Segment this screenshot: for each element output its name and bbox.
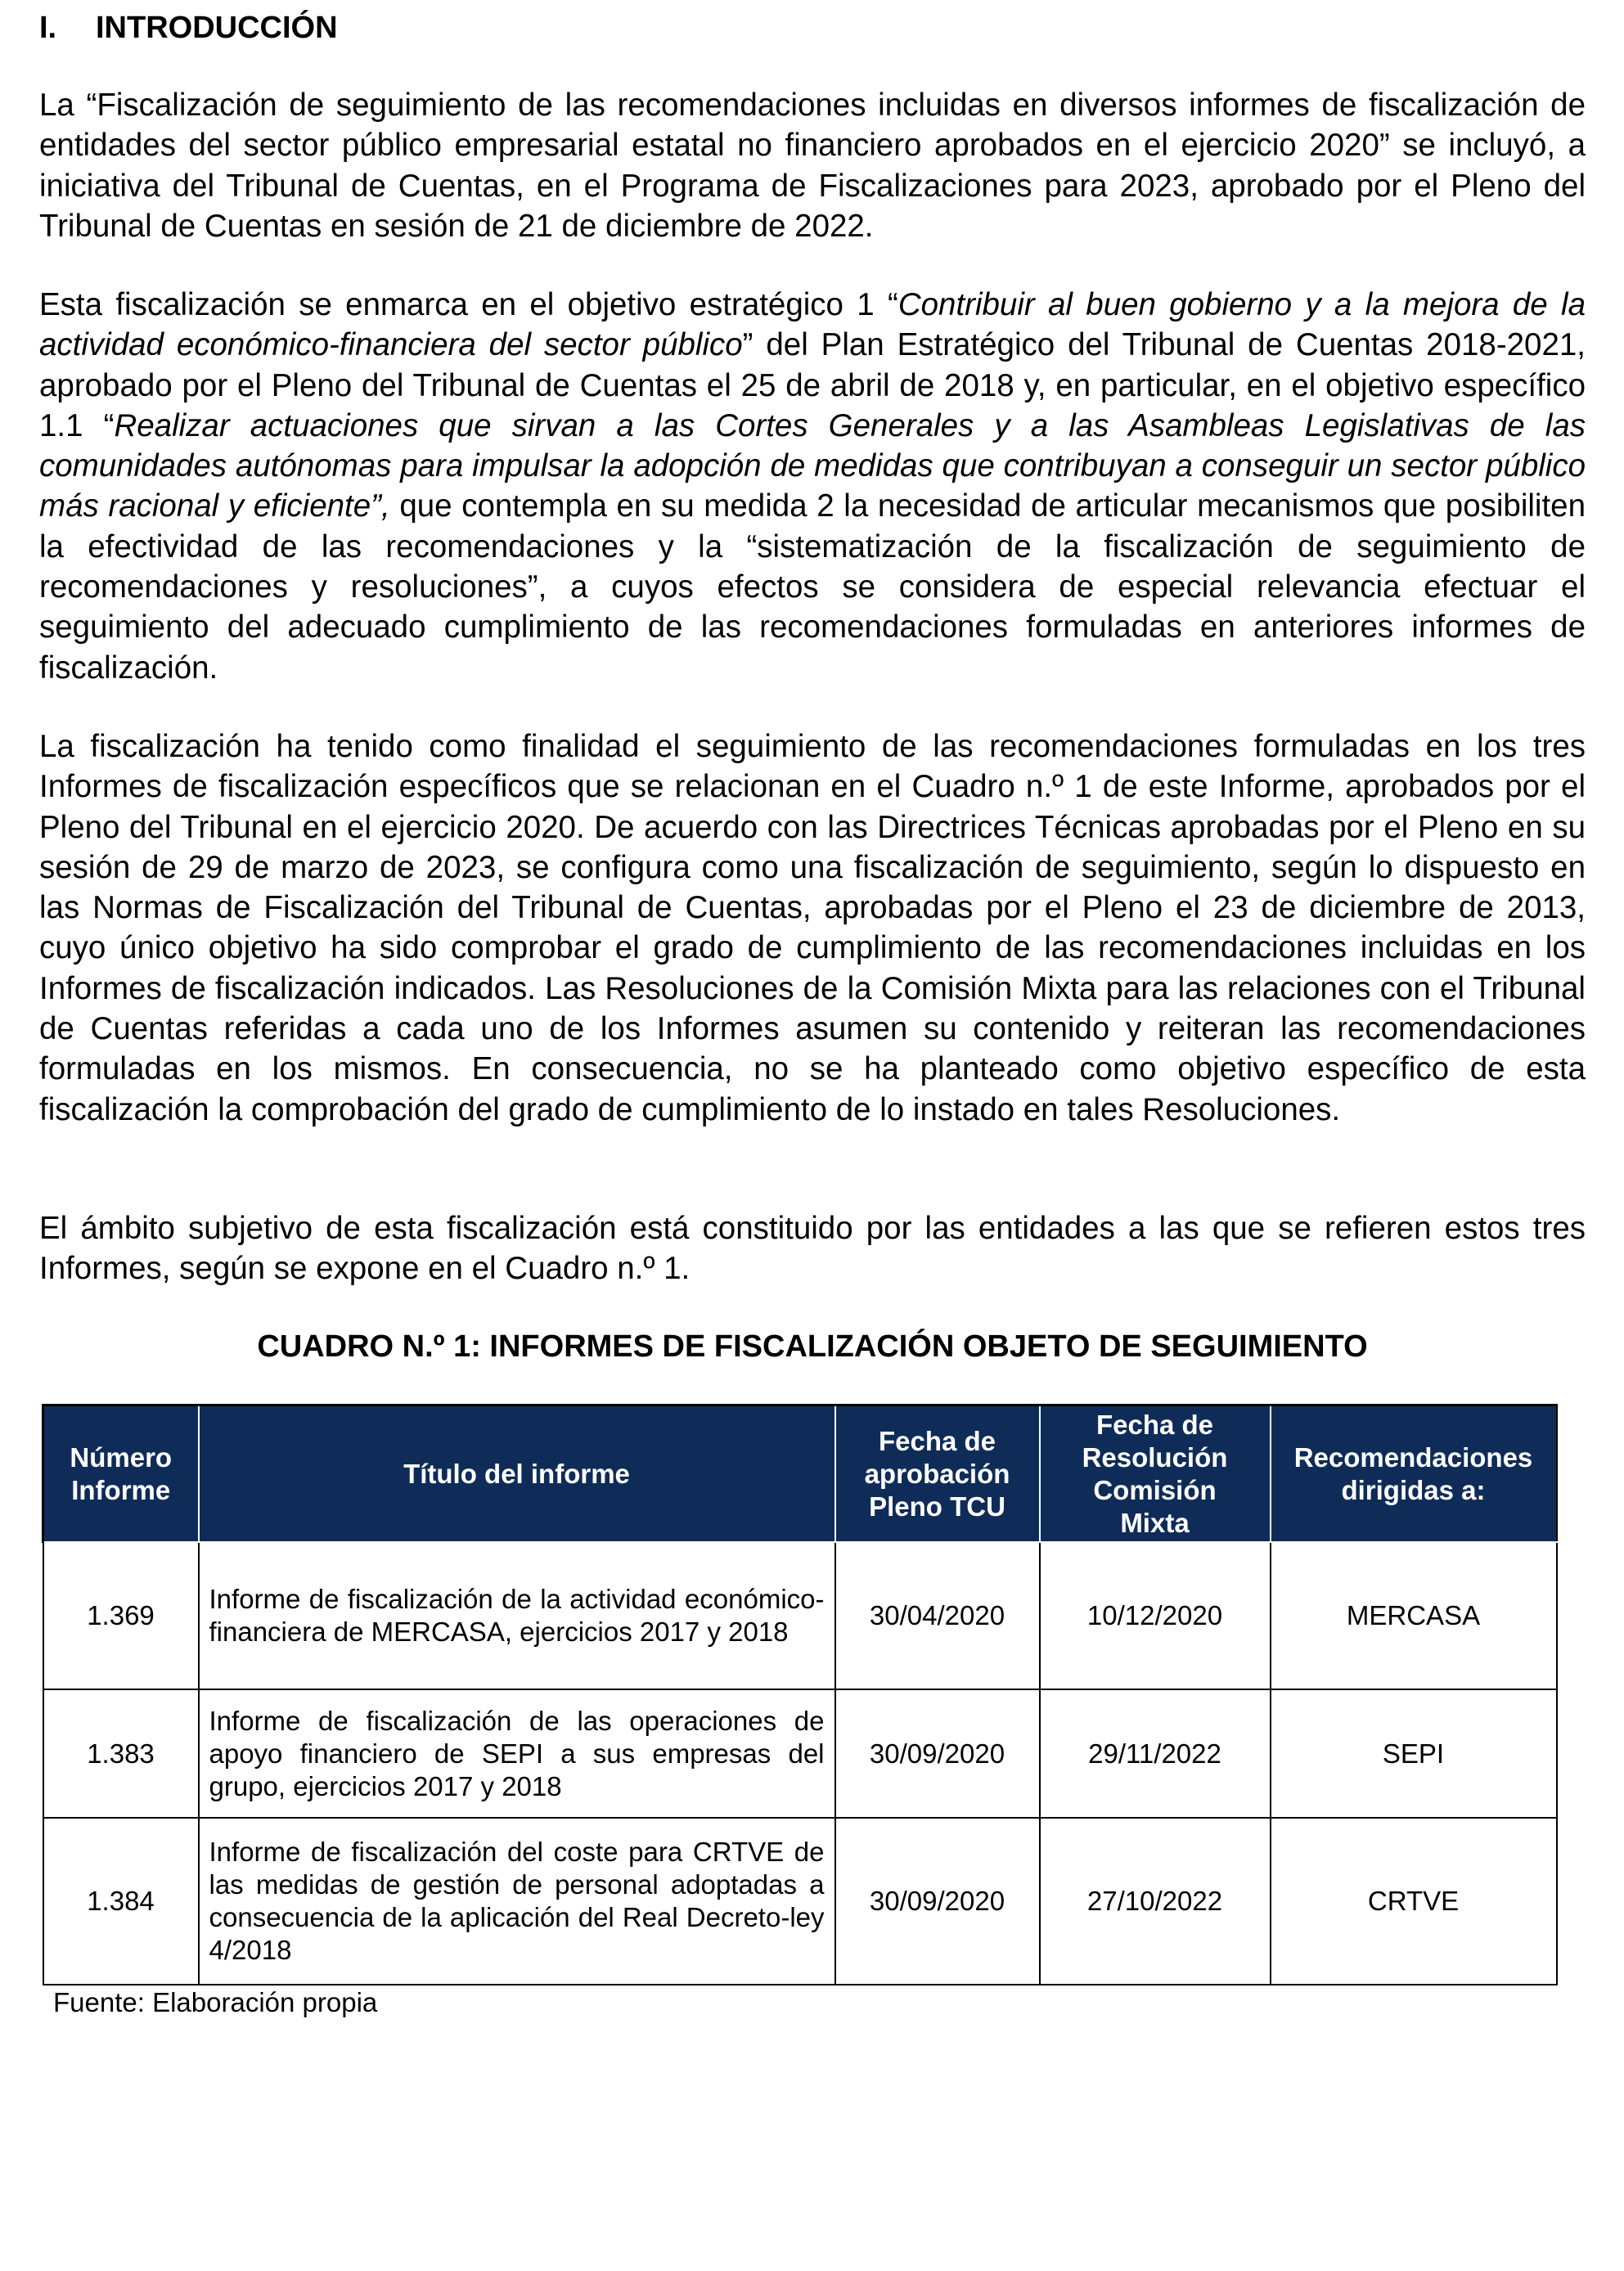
cell-dirigidas: SEPI: [1271, 1689, 1557, 1818]
header-titulo-informe: Título del informe: [199, 1405, 835, 1543]
header-recomendaciones: Recomendaciones dirigidas a:: [1271, 1405, 1557, 1543]
table-header-row: [43, 1405, 1557, 1543]
table-row: [43, 1818, 1557, 1985]
informes-table: [42, 1404, 1558, 1985]
paragraph-2-part-c: ” del Plan Estratégico del Tribunal de Cuentas 2018-2021, aprobado por el Pleno del Tribunal de Cuentas el 25 de abril de 2018 y, en particular, en el objetivo específico 1.1 “: [39, 327, 1586, 443]
cell-numero: 1.369: [43, 1542, 199, 1689]
paragraph-2-part-e: que contempla en su medida 2 la necesidad de articular mecanismos que posibiliten la efectividad de las recomendaciones y la “sistematización de la fiscalización de seguimiento de recomendaciones y resoluciones”, a cuyos efectos se considera de especial relevancia efectuar el seguimiento del adecuado cumplimiento de las recomendaciones formuladas en anteriores informes de fiscalización.: [39, 488, 1586, 686]
cell-numero: 1.384: [43, 1818, 199, 1985]
cell-fecha-aprobacion: 30/09/2020: [835, 1818, 1040, 1985]
cell-titulo: Informe de fiscalización del coste para CRTVE de las medidas de gestión de personal adoptadas a consecuencia de la aplicación del Real Decreto-ley 4/2018: [199, 1818, 835, 1985]
cell-titulo: Informe de fiscalización de las operaciones de apoyo financiero de SEPI a sus empresas del grupo, ejercicios 2017 y 2018: [199, 1689, 835, 1818]
paragraph-4: El ámbito subjetivo de esta fiscalización está constituido por las entidades a las que se refieren estos tres Informes, según se expone en el Cuadro n.º 1.: [39, 1211, 1586, 1287]
cell-fecha-resolucion: 27/10/2022: [1040, 1818, 1271, 1985]
cell-titulo: Informe de fiscalización de la actividad económico-financiera de MERCASA, ejercicios 2017 y 2018: [199, 1542, 835, 1689]
paragraph-2-quote-objective: Contribuir al buen gobierno y a la mejora de la actividad económico-financiera del sector público: [39, 287, 1586, 363]
cell-fecha-aprobacion: 30/04/2020: [835, 1542, 1040, 1689]
paragraph-3: La fiscalización ha tenido como finalidad el seguimiento de las recomendaciones formuladas en los tres Informes de fiscalización específicos que se relacionan en el Cuadro n.º 1 de este Informe, aprobados por el Pleno del Tribunal en el ejercicio 2020. De acuerdo con las Directrices Técnicas aprobadas por el Pleno en su sesión de 29 de marzo de 2023, se configura como una fiscalización de seguimiento, según lo dispuesto en las Normas de Fiscalización del Tribunal de Cuentas, aprobadas por el Pleno el 23 de diciembre de 2013, cuyo único objetivo ha sido comprobar el grado de cumplimiento de las recomendaciones incluidas en los Informes de fiscalización indicados. Las Resoluciones de la Comisión Mixta para las relaciones con el Tribunal de Cuentas referidas a cada uno de los Informes asumen su contenido y reiteran las recomendaciones formuladas en los mismos. En consecuencia, no se ha planteado como objetivo específico de esta fiscalización la comprobación del grado de cumplimiento de lo instado en tales Resoluciones.: [39, 729, 1586, 1127]
paragraph-2-quote-specific-objective: Realizar actuaciones que sirvan a las Cortes Generales y a las Asambleas Legislativas de las comunidades autónomas para impulsar la adopción de medidas que contribuyan a conseguir un sector público más racional y eficiente”,: [39, 407, 1586, 524]
cell-dirigidas: CRTVE: [1271, 1818, 1557, 1985]
header-numero-informe: Número Informe: [43, 1405, 199, 1543]
header-fecha-resolucion: Fecha de Resolución Comisión Mixta: [1040, 1405, 1271, 1543]
cell-dirigidas: MERCASA: [1271, 1542, 1557, 1689]
table-row: [43, 1542, 1557, 1689]
paragraph-2-part-a: Esta fiscalización se enmarca en el objetivo estratégico 1 “: [39, 287, 898, 322]
header-fecha-aprobacion: Fecha de aprobación Pleno TCU: [835, 1405, 1040, 1543]
cell-fecha-resolucion: 29/11/2022: [1040, 1689, 1271, 1818]
cell-fecha-resolucion: 10/12/2020: [1040, 1542, 1271, 1689]
section-number: I.: [39, 11, 57, 45]
paragraph-1: La “Fiscalización de seguimiento de las recomendaciones incluidas en diversos informes de fiscalización de entidades del sector público empresarial estatal no financiero aprobados en el ejercicio 2020” se incluyó, a iniciativa del Tribunal de Cuentas, en el Programa de Fiscalizaciones para 2023, aprobado por el Pleno del Tribunal de Cuentas en sesión de 21 de diciembre de 2022.: [39, 88, 1586, 244]
section-heading: [39, 8, 338, 47]
section-title: INTRODUCCIÓN: [96, 11, 338, 45]
cell-fecha-aprobacion: 30/09/2020: [835, 1689, 1040, 1818]
cell-numero: 1.383: [43, 1689, 199, 1818]
table-row: [43, 1689, 1557, 1818]
paragraph-2: [39, 285, 1586, 688]
table-source-note: Fuente: Elaboración propia: [53, 1987, 378, 2017]
table-title: CUADRO N.º 1: INFORMES DE FISCALIZACIÓN OBJETO DE SEGUIMIENTO: [257, 1329, 1368, 1364]
